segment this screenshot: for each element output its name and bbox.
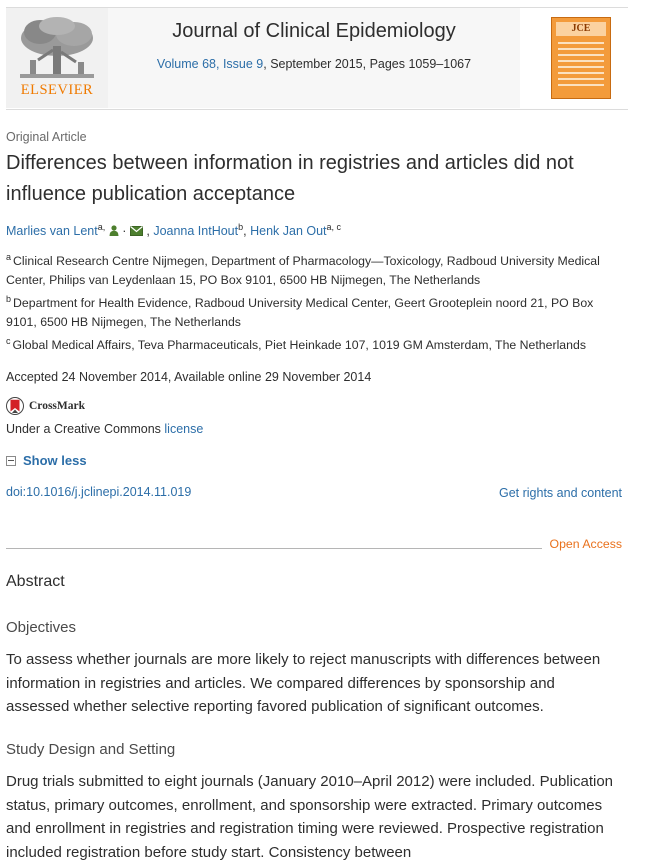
license-link[interactable]: license (164, 422, 204, 436)
person-icon[interactable] (109, 225, 119, 236)
study-design-heading: Study Design and Setting (6, 741, 176, 758)
volume-issue-link[interactable]: Volume 68, Issue 9 (156, 57, 264, 71)
article-type: Original Article (6, 130, 87, 144)
article-dates: Accepted 24 November 2014, Available online 29 November 2014 (6, 370, 372, 384)
collapse-icon (6, 456, 16, 466)
crossmark-button[interactable] (6, 396, 85, 416)
objectives-text: To assess whether journals are more likely to reject manuscripts with differences between information in registries and articles. We compared differences by sponsorship and assessed whether selective reporting favored publication of significant outcomes. (6, 651, 601, 715)
separator-dot: · (122, 224, 127, 239)
study-design-text: Drug trials submitted to eight journals (January 2010–April 2012) were included. Publication status, primary outcomes, enrollment, and sponsorship were extracted. Primary outcomes and enrollment in registries and registration timing were reviewed. Prospective registration included registration before study start. Consistency between (6, 773, 614, 861)
cover-abbrev: JCE (556, 22, 606, 36)
journal-cover-image[interactable] (551, 17, 611, 99)
abstract-heading: Abstract (6, 573, 65, 590)
elsevier-logo[interactable] (6, 8, 108, 108)
rights-and-content-link[interactable]: Get rights and content (499, 486, 622, 500)
affiliation-sup: b (6, 294, 12, 305)
journal-title[interactable]: Journal of Clinical Epidemiology (172, 20, 456, 42)
cover-line (558, 84, 604, 86)
author-link[interactable]: Henk Jan Out (250, 224, 327, 239)
affiliation-text: Clinical Research Centre Nijmegen, Department of Pharmacology—Toxicology, Radboud University Medical Center, Philips van Leydenlaan 15, PO Box 9101, 6500 HB Nijmegen, The Netherlands (6, 254, 600, 288)
envelope-icon[interactable] (130, 226, 143, 236)
tree-icon (14, 16, 100, 82)
license-line (6, 422, 203, 436)
open-access-label: Open Access (549, 537, 622, 551)
show-less-toggle[interactable] (6, 453, 87, 468)
affiliation-sup: c (6, 336, 11, 347)
cover-line (558, 66, 604, 68)
issue-details: , September 2015, Pages 1059–1067 (263, 57, 472, 71)
author-affiliation-sup: b (238, 222, 244, 232)
affiliation-item (6, 248, 618, 290)
separator-comma: , (243, 224, 247, 239)
author-affiliation-sup: a, c (326, 222, 342, 232)
cover-line (558, 72, 604, 74)
affiliation-text: Global Medical Affairs, Teva Pharmaceuticals, Piet Heinkade 107, 1019 GM Amsterdam, The Netherlands (12, 338, 586, 353)
cover-line (558, 54, 604, 56)
author-affiliation-sup: a, (97, 222, 106, 232)
cover-line (558, 78, 604, 80)
author-list (6, 222, 341, 238)
divider (6, 548, 542, 549)
show-less-label: Show less (23, 453, 87, 468)
cover-line (558, 42, 604, 44)
journal-issue (108, 57, 520, 71)
license-prefix: Under a Creative Commons (6, 422, 165, 436)
cover-line (558, 48, 604, 50)
affiliation-item (6, 332, 618, 355)
doi-link[interactable]: doi:10.1016/j.jclinepi.2014.11.019 (6, 485, 192, 499)
author-link[interactable]: Joanna IntHout (153, 224, 239, 239)
affiliation-list (6, 248, 618, 355)
separator-comma: , (146, 224, 150, 239)
objectives-heading: Objectives (6, 619, 77, 636)
cover-line (558, 60, 604, 62)
publisher-name: ELSEVIER (20, 82, 94, 98)
affiliation-text: Department for Health Evidence, Radboud University Medical Center, Geert Grooteplein noord 21, PO Box 9101, 6500 HB Nijmegen, The Netherlands (6, 296, 594, 330)
affiliation-item (6, 290, 618, 332)
author-link[interactable]: Marlies van Lent (6, 224, 98, 239)
article-title: Differences between information in registries and articles did not influence publication acceptance (6, 152, 574, 205)
journal-cover-container (520, 8, 628, 108)
journal-header (6, 7, 628, 110)
journal-info (108, 8, 520, 108)
affiliation-sup: a (6, 252, 12, 262)
crossmark-label: CrossMark (29, 400, 86, 412)
crossmark-icon (6, 397, 24, 415)
